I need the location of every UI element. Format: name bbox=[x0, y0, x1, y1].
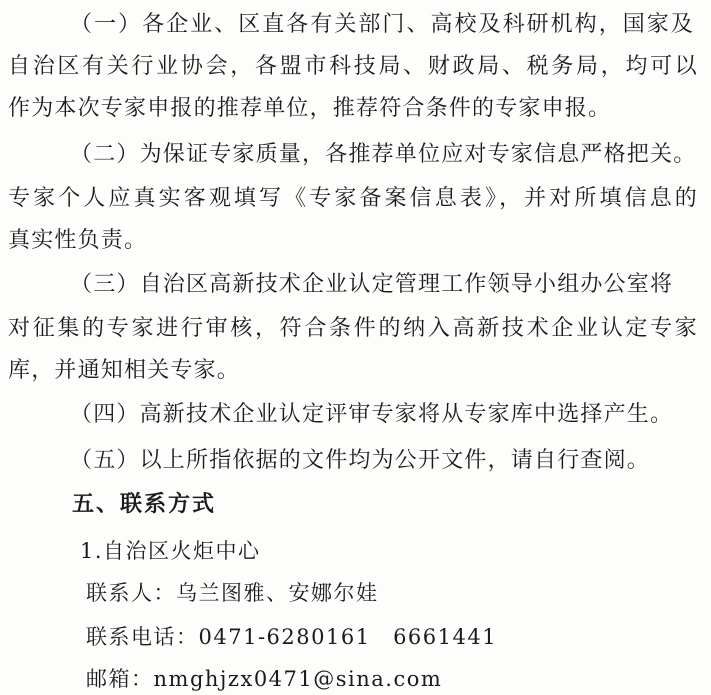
contact-email: 邮箱：nmghjzx0471@sina.com bbox=[86, 667, 443, 691]
paragraph-3-line-3: 库，并通知相关专家。 bbox=[8, 358, 241, 383]
paragraph-1-line-3: 作为本次专家申报的推荐单位，推荐符合条件的专家申报。 bbox=[8, 96, 612, 121]
contact-phone: 联系电话：0471-6280161 6661441 bbox=[86, 625, 498, 649]
paragraph-3-line-1: （三）自治区高新技术企业认定管理工作领导小组办公室将 bbox=[70, 272, 674, 297]
contact-organization: 1.自治区火炬中心 bbox=[80, 539, 261, 563]
paragraph-2-line-1: （二）为保证专家质量，各推荐单位应对专家信息严格把关。 bbox=[70, 142, 697, 167]
section-5-heading: 五、联系方式 bbox=[72, 492, 217, 517]
paragraph-2-line-3: 真实性负责。 bbox=[8, 228, 148, 253]
paragraph-4-line-1: （四）高新技术企业认定评审专家将从专家库中选择产生。 bbox=[70, 402, 674, 427]
paragraph-5-line-1: （五）以上所指依据的文件均为公开文件，请自行查阅。 bbox=[70, 448, 651, 473]
paragraph-2-line-2: 专家个人应真实客观填写《专家备案信息表》，并对所填信息的 bbox=[8, 186, 698, 211]
paragraph-3-line-2: 对征集的专家进行审核，符合条件的纳入高新技术企业认定专家 bbox=[8, 316, 698, 341]
contact-person: 联系人：乌兰图雅、安娜尔娃 bbox=[86, 581, 379, 605]
paragraph-1-line-1: （一）各企业、区直各有关部门、高校及科研机构，国家及 bbox=[70, 12, 694, 37]
paragraph-1-line-2: 自治区有关行业协会，各盟市科技局、财政局、税务局，均可以 bbox=[8, 54, 698, 79]
